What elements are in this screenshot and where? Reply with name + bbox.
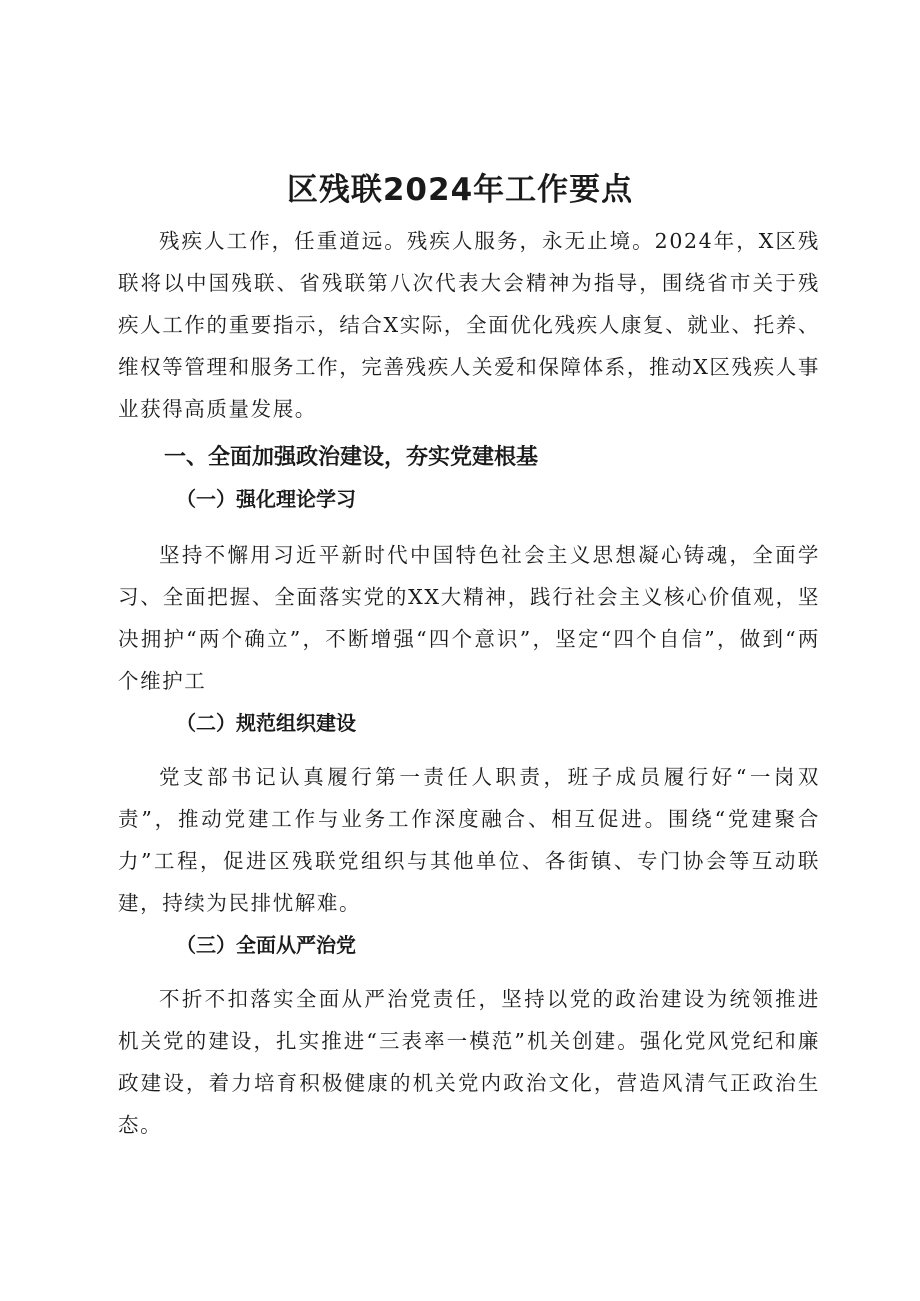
- subsection-body-2: 党支部书记认真履行第一责任人职责，班子成员履行好“一岗双责”，推动党建工作与业务工作深度融合、相互促进。围绕“党建聚合力”工程，促进区残联党组织与其他单位、各街镇、专门协会等互动联建，持续为民排忧解难。: [118, 765, 820, 915]
- subsection-body-3: 不折不扣落实全面从严治党责任，坚持以党的政治建设为统领推进机关党的建设，扎实推进“三表率一模范”机关创建。强化党风党纪和廉政建设，着力培育积极健康的机关党内政治文化，营造风清气正政治生态。: [118, 987, 820, 1137]
- document-title: 区残联2024年工作要点: [286, 172, 634, 208]
- subsection-body-1: 坚持不懈用习近平新时代中国特色社会主义思想凝心铸魂，全面学习、全面把握、全面落实党的XX大精神，践行社会主义核心价值观，坚决拥护“两个确立”，不断增强“四个意识”，坚定“四个自信”，做到“两个维护工: [118, 543, 820, 693]
- subsection-heading-1: （一）强化理论学习: [176, 487, 356, 511]
- subsection-heading-3: （三）全面从严治党: [176, 933, 356, 957]
- subsection-heading-2: （二）规范组织建设: [176, 711, 356, 735]
- section-heading-1: 一、全面加强政治建设，夯实党建根基: [164, 445, 539, 470]
- intro-paragraph: 残疾人工作，任重道远。残疾人服务，永无止境。2024年，X区残联将以中国残联、省残联第八次代表大会精神为指导，围绕省市关于残疾人工作的重要指示，结合X实际，全面优化残疾人康复、就业、托养、维权等管理和服务工作，完善残疾人关爱和保障体系，推动X区残疾人事业获得高质量发展。: [118, 229, 820, 421]
